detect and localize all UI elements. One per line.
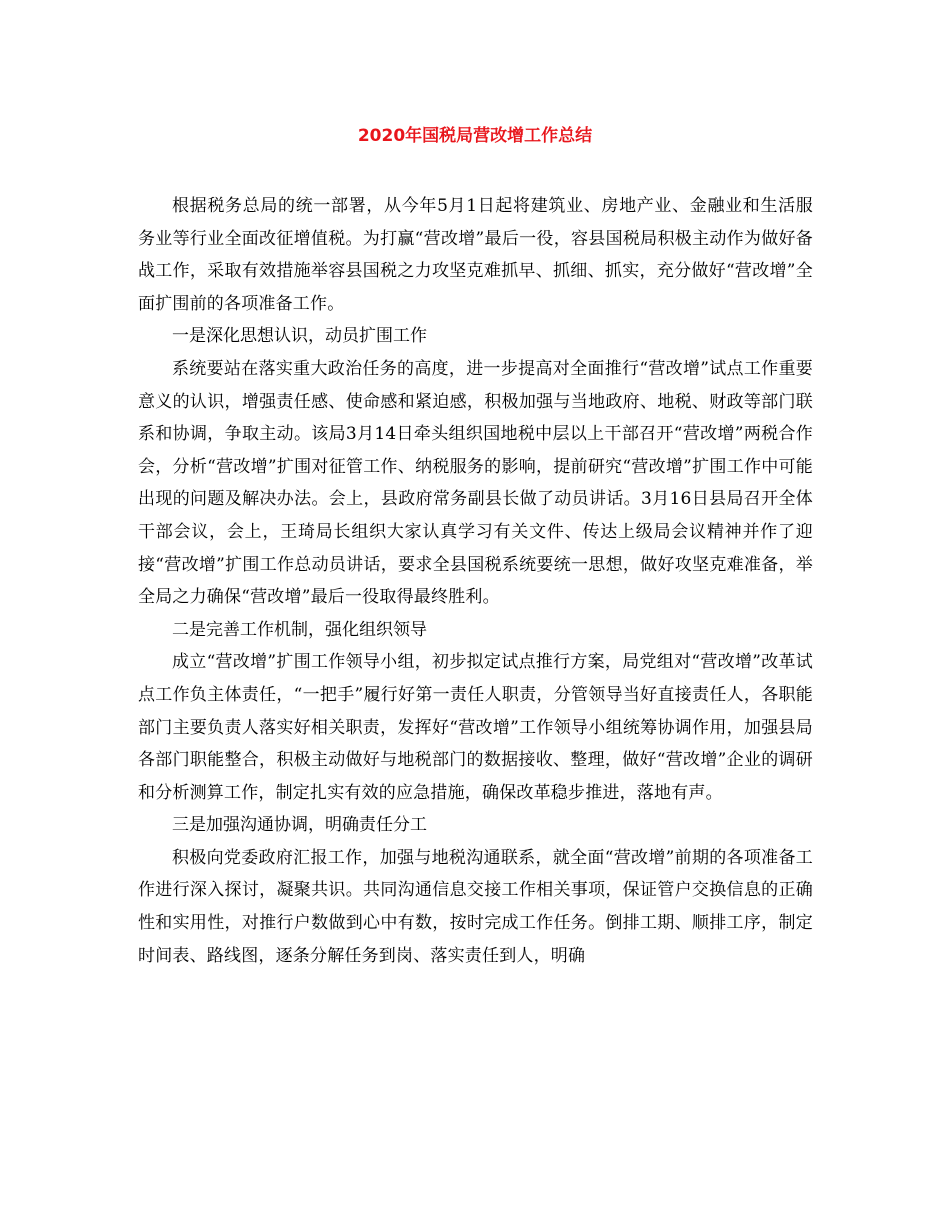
section-heading-2: 二是完善工作机制，强化组织领导 — [172, 619, 427, 640]
intro-paragraph: 根据税务总局的统一部署，从今年5月1日起将建筑业、房地产业、金融业和生活服务业等行业全面改征增值税。为打赢“营改增”最后一役，容县国税局积极主动作为做好备战工作，采取有效措施举容县国税之力攻坚克难抓早、抓细、抓实，充分做好“营改增”全面扩围前的各项准备工作。 — [138, 196, 813, 314]
page-title: 2020年国税局营改增工作总结 — [357, 126, 593, 146]
section-paragraph-3: 积极向党委政府汇报工作，加强与地税沟通联系，就全面“营改增”前期的各项准备工作进行深入探讨，凝聚共识。共同沟通信息交接工作相关事项，保证管户交换信息的正确性和实用性，对推行户数做到心中有数，按时完成工作任务。倒排工期、顺排工序，制定时间表、路线图，逐条分解任务到岗、落实责任到人，明确 — [138, 847, 813, 966]
document-body — [138, 190, 813, 972]
section-heading-3: 三是加强沟通协调，明确责任分工 — [172, 815, 427, 836]
section-paragraph-2: 成立“营改增”扩围工作领导小组，初步拟定试点推行方案，局党组对“营改增”改革试点工作负主体责任，“一把手”履行好第一责任人职责，分管领导当好直接责任人，各职能部门主要负责人落实好相关职责，发挥好“营改增”工作领导小组统筹协调作用，加强县局各部门职能整合，积极主动做好与地税部门的数据接收、整理，做好“营改增”企业的调研和分析测算工作，制定扎实有效的应急措施，确保改革稳步推进，落地有声。 — [138, 652, 813, 803]
section-paragraph-1: 系统要站在落实重大政治任务的高度，进一步提高对全面推行“营改增”试点工作重要意义的认识，增强责任感、使命感和紧迫感，积极加强与当地政府、地税、财政等部门联系和协调，争取主动。该局3月14日牵头组织国地税中层以上干部召开“营改增”两税合作会，分析“营改增”扩围对征管工作、纳税服务的影响，提前研究“营改增”扩围工作中可能出现的问题及解决办法。会上，县政府常务副县长做了动员讲话。3月16日县局召开全体干部会议，会上，王琦局长组织大家认真学习有关文件、传达上级局会议精神并作了迎接“营改增”扩围工作总动员讲话，要求全县国税系统要统一思想，做好攻坚克难准备，举全局之力确保“营改增”最后一役取得最终胜利。 — [138, 358, 813, 608]
section-heading-1: 一是深化思想认识，动员扩围工作 — [172, 326, 427, 347]
